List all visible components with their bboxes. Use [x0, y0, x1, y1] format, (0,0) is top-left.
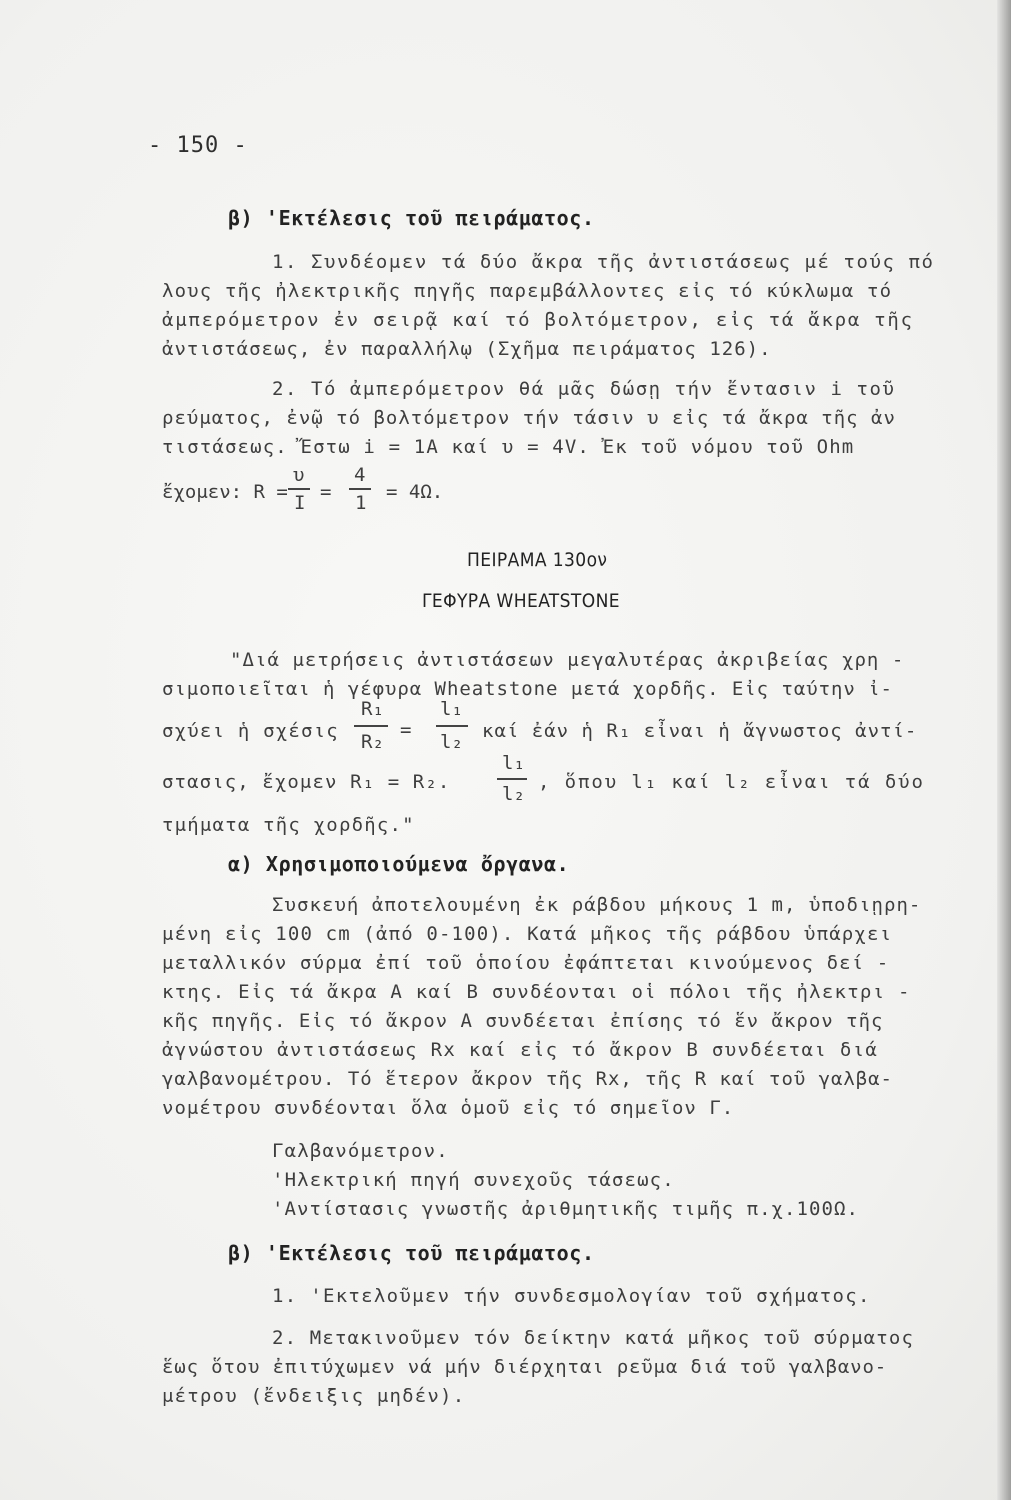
formula-numerator: υ [293, 464, 305, 486]
paragraph-line: κῆς πηγῆς. Εἰς τό ἄκρον Α συνδέεται ἐπίσης τό ἕν ἄκρον τῆς [162, 1010, 884, 1032]
experiment-subtitle: ΓΕΦΥΡΑ WHEATSTONE [422, 590, 620, 612]
relation-r1: R₁ [361, 698, 384, 720]
fraction-bar [436, 725, 468, 727]
tool-item: Γαλβανόμετρον. [272, 1140, 449, 1162]
quote-line: "Διά μετρήσεις ἀντιστάσεων μεγαλυτέρας ἀκριβείας χρη - [230, 649, 905, 671]
paragraph-line: ἀγνώστου ἀντιστάσεως Rx καί εἰς τό ἄκρον Β συνδέεται διά [162, 1039, 879, 1061]
fraction-bar [354, 725, 388, 727]
step-line: ἕως ὅτου ἐπιτύχωμεν νά μήν διέρχηται ρεῦμα διά τοῦ γαλβανο- [162, 1356, 888, 1378]
formula-equals: = [320, 481, 332, 503]
paragraph-line: μεταλλικόν σύρμα ἐπί τοῦ ὁποίου ἐφάπτεται κινούμενος δεί - [162, 952, 890, 974]
tool-item: 'Ηλεκτρική πηγή συνεχοῦς τάσεως. [272, 1169, 675, 1191]
quote-line: τμήματα τῆς χορδῆς." [162, 814, 415, 836]
formula-denominator: 1 [355, 492, 367, 514]
paragraph-line: λους τῆς ἠλεκτρικῆς πηγῆς παρεμβάλλοντες εἰς τό κύκλωμα τό [162, 280, 893, 302]
tool-item: 'Αντίστασις γνωστῆς ἀριθμητικῆς τιμῆς π.χ.100Ω. [272, 1198, 859, 1220]
relation-lead: σχύει ἡ σχέσις [162, 720, 339, 742]
formula-denominator: I [294, 492, 306, 514]
formula-tail: , ὅπου l₁ καί l₂ εἶναι τά δύο [538, 771, 925, 793]
section-heading-execution: β) 'Εκτέλεσις τοῦ πειράματος. [228, 206, 595, 230]
experiment-title: ΠΕΙΡΑΜΑ 130ον [467, 549, 608, 571]
paragraph-line: τιστάσεως. Ἔστω i = 1A καί υ = 4V. Ἐκ τοῦ νόμου τοῦ Ohm [162, 436, 855, 458]
fraction-bar [288, 488, 310, 490]
relation-tail: καί ἐάν ἡ R₁ εἶναι ἡ ἄγνωστος ἀντί- [482, 720, 918, 742]
relation-r2: R₂ [361, 731, 384, 753]
formula-numerator: 4 [354, 464, 366, 486]
formula-lead: ἔχομεν: R = [162, 481, 288, 503]
formula-result: = 4Ω. [386, 481, 444, 503]
paragraph-line: ἀντιστάσεως, ἐν παραλλήλῳ (Σχῆμα πειράματος 126). [162, 338, 772, 360]
section-heading-tools: α) Χρησιμοποιούμενα ὄργανα. [228, 852, 570, 876]
relation-equals: = [400, 719, 412, 741]
section-heading-execution-2: β) 'Εκτέλεσις τοῦ πειράματος. [228, 1241, 595, 1265]
page-number: - 150 - [148, 133, 248, 158]
relation-l1: l₁ [440, 698, 463, 720]
page-spine-shadow [997, 0, 1011, 1500]
step-line: 1. 'Εκτελοῦμεν τήν συνδεσμολογίαν τοῦ σχήματος. [272, 1285, 871, 1307]
formula-lead: στασις, ἔχομεν R₁ = R₂. [162, 771, 451, 793]
fraction-bar [497, 778, 527, 780]
paragraph-line: γαλβανομέτρου. Τό ἕτερον ἄκρον τῆς Rx, τῆς R καί τοῦ γαλβα- [162, 1068, 893, 1090]
formula-numerator: l₁ [502, 752, 525, 774]
paragraph-line: μένη εἰς 100 cm (ἀπό 0-100). Κατά μῆκος τῆς ράβδου ὑπάρχει [162, 923, 893, 945]
quote-line: σιμοποιεῖται ἡ γέφυρα Wheatstone μετά χορδῆς. Εἰς ταύτην ἰ- [162, 678, 893, 700]
paragraph-line: ἀμπερόμετρον ἐν σειρᾷ καί τό βολτόμετρον, εἰς τά ἄκρα τῆς [162, 309, 914, 331]
fraction-bar [349, 488, 371, 490]
relation-l2: l₂ [440, 731, 463, 753]
paragraph-line: 2. Τό ἀμπερόμετρον θά μᾶς δώσῃ τήν ἔντασιν i τοῦ [272, 378, 896, 400]
step-line: 2. Μετακινοῦμεν τόν δείκτην κατά μῆκος τοῦ σύρματος [272, 1327, 915, 1349]
formula-denominator: l₂ [502, 783, 525, 805]
paragraph-line: κτης. Εἰς τά ἄκρα Α καί Β συνδέονται οἱ πόλοι τῆς ἠλεκτρι - [162, 981, 911, 1003]
paragraph-line: ρεύματος, ἐνῷ τό βολτόμετρον τήν τάσιν υ εἰς τά ἄκρα τῆς ἀν [162, 407, 896, 429]
paragraph-line: Συσκευή ἀποτελουμένη ἐκ ράβδου μήκους 1 m, ὑποδιῃρη- [272, 894, 922, 916]
paragraph-line: νομέτρου συνδέονται ὅλα ὁμοῦ εἰς τό σημεῖον Γ. [162, 1097, 735, 1119]
step-line: μέτρου (ἔνδειξις μηδέν). [162, 1385, 466, 1407]
paragraph-line: 1. Συνδέομεν τά δύο ἄκρα τῆς ἀντιστάσεως μέ τούς πό [272, 251, 935, 273]
